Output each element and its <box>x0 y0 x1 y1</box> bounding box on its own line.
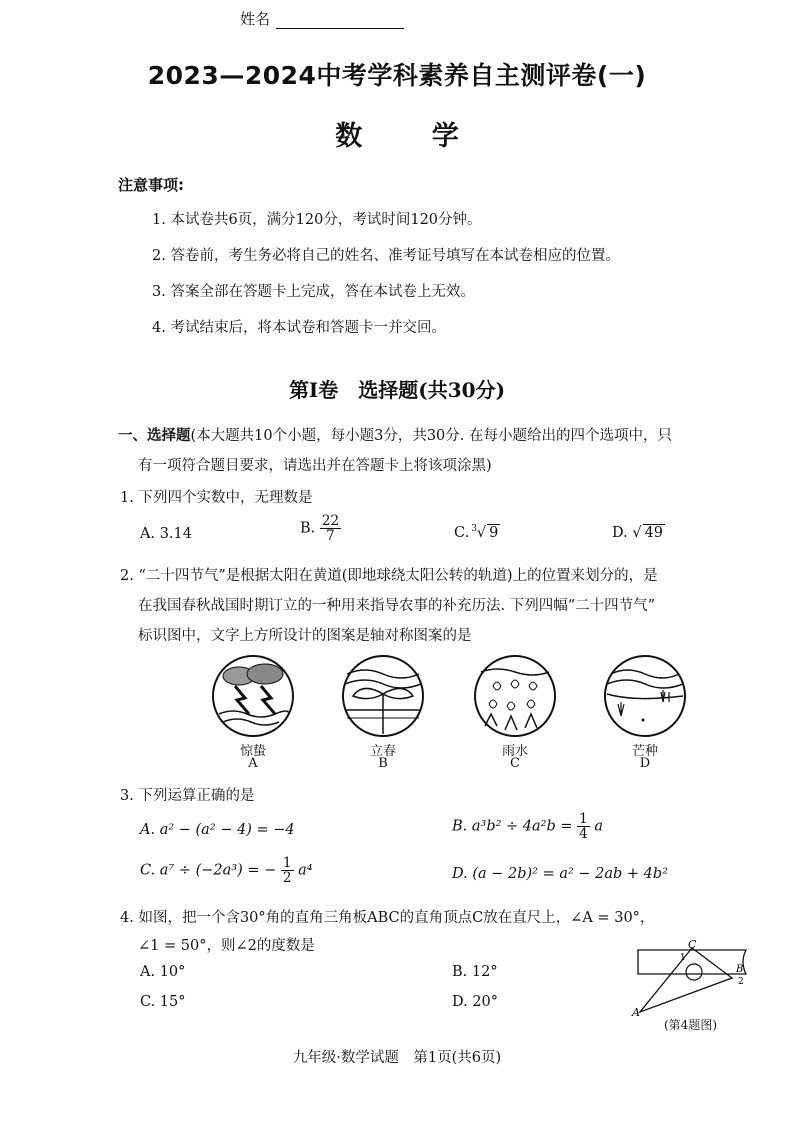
figure-jingzhe <box>213 656 293 736</box>
name-label: 姓名 <box>240 10 271 28</box>
radical-sign: √ <box>632 525 642 541</box>
section-title: 第Ⅰ卷 选择题(共30分) <box>288 378 506 402</box>
q4-option-c: C. 15° <box>140 994 186 1010</box>
fraction: $\frac{1}{2}$ <box>282 855 292 887</box>
label-angle-1: 1 <box>680 953 686 963</box>
figure-d-letter: D <box>639 756 651 771</box>
page-footer: 九年级·数学试题 第1页(共6页) <box>292 1050 502 1066</box>
q4-line1: 4. 如图，把一个含30°角的直角三角板ABC的直角顶点C放在直尺上，∠A = 30°， <box>120 910 655 926</box>
q1-option-c: C. $^3$√ 9 <box>454 524 499 541</box>
q4-line2: ∠1 = 50°，则∠2的度数是 <box>138 938 315 954</box>
q3-option-b: B. a³b² ÷ 4a²b = $\frac{1}{4}$ a <box>452 811 603 843</box>
q4-figure <box>628 938 754 1018</box>
notice-item-2: 2. 答卷前，考生务必将自己的姓名、准考证号填写在本试卷相应的位置。 <box>152 248 620 264</box>
q3-option-a: A. a² − (a² − 4) = −4 <box>140 822 295 838</box>
part1-desc-line1 <box>118 424 672 445</box>
notice-item-4: 4. 考试结束后，将本试卷和答题卡一并交回。 <box>152 320 446 336</box>
figure-a-letter: A <box>248 756 258 771</box>
triangle-hole <box>686 964 702 980</box>
q4-figure-caption: (第4题图) <box>664 1018 717 1032</box>
q2-line3: 标识图中，文字上方所设计的图案是轴对称图案的是 <box>138 628 472 644</box>
figure-c-name: 雨水 <box>501 744 528 759</box>
part1-desc: (本大题共10个小题，每小题3分，共30分. 在每小题给出的四个选项中，只 <box>190 428 672 444</box>
q4-option-b: B. 12° <box>452 964 498 980</box>
label-b: B <box>736 964 744 975</box>
q1-option-d: D. √ 49 <box>612 525 664 541</box>
figure-a-name: 惊蛰 <box>239 744 266 759</box>
fraction: $\frac{22}{7}$ <box>321 513 340 545</box>
triangle-abc <box>640 948 732 1012</box>
q1-stem: 1. 下列四个实数中，无理数是 <box>120 490 313 506</box>
ruler <box>638 950 746 974</box>
name-field <box>240 8 404 29</box>
name-blank <box>276 14 404 29</box>
figure-d-name: 芒种 <box>631 744 658 759</box>
figure-lichun <box>343 656 423 736</box>
q2-line1: 2. “二十四节气”是根据太阳在黄道(即地球绕太阳公转的轨道)上的位置来划分的，是 <box>120 568 658 584</box>
exam-title: 2023—2024中考学科素养自主测评卷(一) <box>147 61 647 90</box>
figure-c-letter: C <box>510 756 520 771</box>
fraction: $\frac{1}{4}$ <box>579 811 588 843</box>
part1-desc-line2: 有一项符合题目要求，请选出并在答题卡上将该项涂黑) <box>138 458 492 474</box>
q3-option-d: D. (a − 2b)² = a² − 2ab + 4b² <box>452 866 669 882</box>
q4-option-a: A. 10° <box>140 964 186 980</box>
q2-line2: 在我国春秋战国时期订立的一种用来指导农事的补充历法. 下列四幅“二十四节气” <box>138 598 656 614</box>
figure-mangzhong <box>605 656 685 736</box>
solar-terms-figures <box>200 654 720 744</box>
subject-title: 数 学 <box>335 121 489 152</box>
q3-stem: 3. 下列运算正确的是 <box>120 788 255 804</box>
figure-b-letter: B <box>378 756 388 771</box>
q1-option-b: B. $\frac{22}{7}$ <box>300 513 340 545</box>
part1-heading: 一、选择题 <box>118 427 191 444</box>
q1-option-a: A. 3.14 <box>140 526 192 542</box>
radical-sign: √ <box>476 525 487 541</box>
figure-yushui <box>475 656 555 736</box>
notice-item-3: 3. 答案全部在答题卡上完成，答在本试卷上无效。 <box>152 284 475 300</box>
notice-heading: 注意事项: <box>118 176 184 194</box>
q3-option-c: C. a⁷ ÷ (−2a³) = − $\frac{1}{2}$ a⁴ <box>140 855 313 887</box>
label-a: A <box>632 1006 640 1018</box>
label-angle-2: 2 <box>738 977 744 987</box>
figure-b-name: 立春 <box>369 744 396 759</box>
notice-item-1: 1. 本试卷共6页，满分120分，考试时间120分钟。 <box>152 212 482 228</box>
label-c: C <box>688 938 697 951</box>
q4-option-d: D. 20° <box>452 994 499 1010</box>
